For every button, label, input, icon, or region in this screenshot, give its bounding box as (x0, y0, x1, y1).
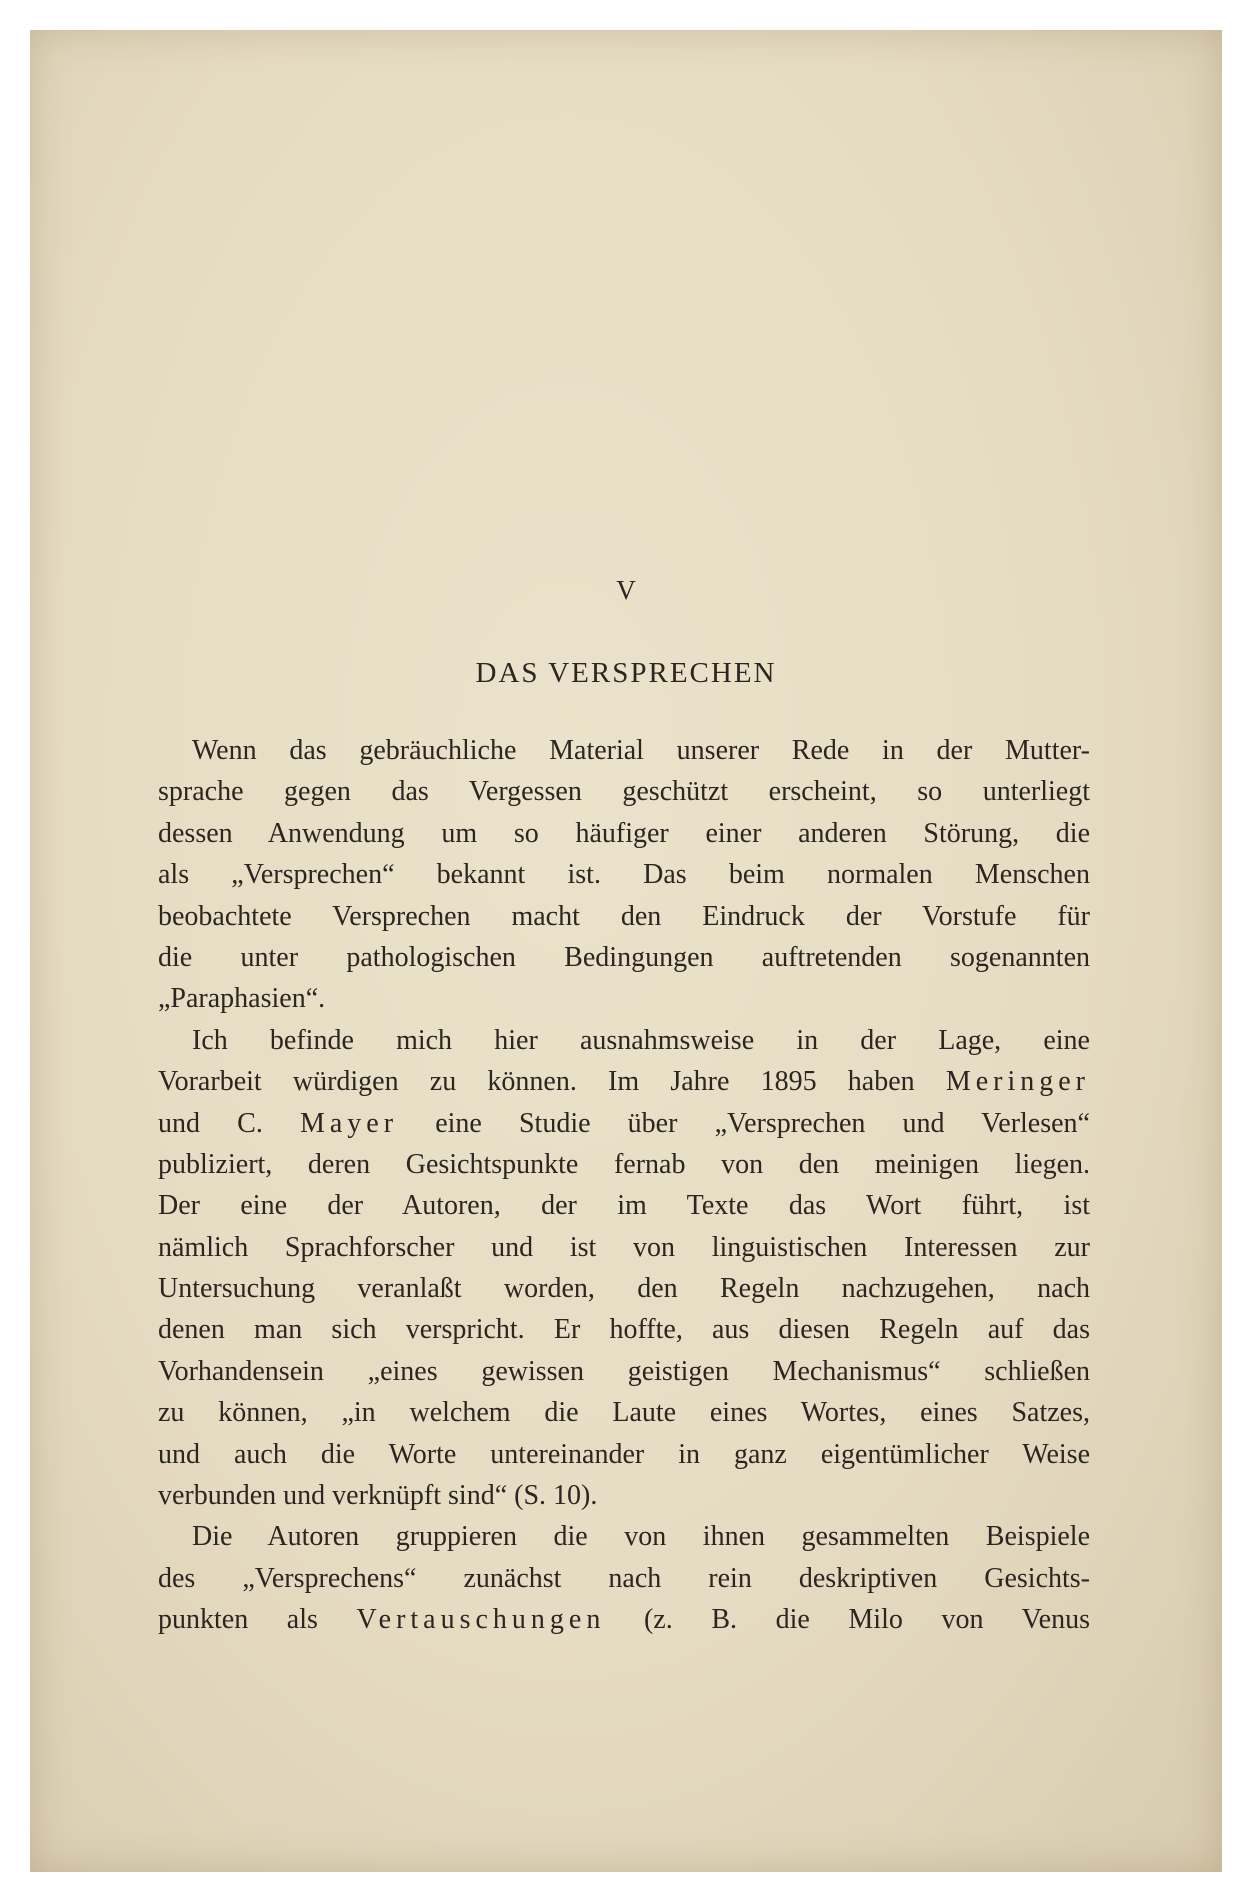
text-line: dessen Anwendung um so häufiger einer anderen Störung, die (158, 817, 1090, 849)
chapter-numeral: V (616, 575, 636, 605)
author-name-meringer: Meringer (945, 1066, 1090, 1098)
text-segment: punkten als (158, 1604, 357, 1636)
text-line: verbunden und verknüpft sind“ (S. 10). (158, 1480, 598, 1512)
text-segment: eine Studie über „Versprechen und Verlesen“ (398, 1107, 1090, 1139)
body-text (158, 730, 1090, 1641)
text-line: und auch die Worte untereinander in ganz eigentümlicher Weise (158, 1438, 1090, 1470)
text-line: die unter pathologischen Bedingungen auftretenden sogenannten (158, 941, 1090, 973)
author-name-mayer: Mayer (299, 1107, 399, 1139)
term-vertauschungen: Vertauschungen (356, 1604, 606, 1636)
text-line: „Paraphasien“. (158, 983, 326, 1015)
chapter-title: DAS VERSPRECHEN (475, 657, 777, 689)
text-line: publiziert, deren Gesichtspunkte fernab von den meinigen liegen. (158, 1148, 1090, 1180)
text-line: Ich befinde mich hier ausnahmsweise in der Lage, eine (192, 1024, 1090, 1056)
text-line: beobachtete Versprechen macht den Eindruck der Vorstufe für (158, 900, 1090, 932)
text-segment: (z. B. die Milo von Venus (605, 1604, 1091, 1636)
text-line: zu können, „in welchem die Laute eines Wortes, eines Satzes, (158, 1397, 1090, 1429)
text-line: sprache gegen das Vergessen geschützt erscheint, so unterliegt (158, 776, 1090, 808)
text-segment: Vorarbeit würdigen zu können. Im Jahre 1895 haben (158, 1066, 946, 1098)
text-line (158, 1599, 1090, 1640)
text-line (158, 1061, 1090, 1102)
text-line: Der eine der Autoren, der im Texte das Wort führt, ist (158, 1190, 1090, 1222)
paragraph-2 (158, 1020, 1090, 1517)
book-page (30, 30, 1222, 1872)
text-line: Die Autoren gruppieren die von ihnen gesammelten Beispiele (192, 1521, 1090, 1553)
paragraph-3 (158, 1516, 1090, 1640)
text-line: nämlich Sprachforscher und ist von linguistischen Interessen zur (158, 1231, 1090, 1263)
paragraph-1 (158, 730, 1090, 1020)
text-line: als „Versprechen“ bekannt ist. Das beim normalen Menschen (158, 859, 1090, 891)
text-segment: und C. (158, 1107, 300, 1139)
text-line: Untersuchung veranlaßt worden, den Regeln nachzugehen, nach (158, 1273, 1090, 1305)
text-line: denen man sich verspricht. Er hoffte, aus diesen Regeln auf das (158, 1314, 1090, 1346)
text-line: Vorhandensein „eines gewissen geistigen Mechanismus“ schließen (158, 1355, 1090, 1387)
text-line: Wenn das gebräuchliche Material unserer Rede in der Mutter- (192, 735, 1090, 766)
text-line: des „Versprechens“ zunächst nach rein deskriptiven Gesichts- (158, 1562, 1090, 1594)
text-line (158, 1103, 1090, 1144)
